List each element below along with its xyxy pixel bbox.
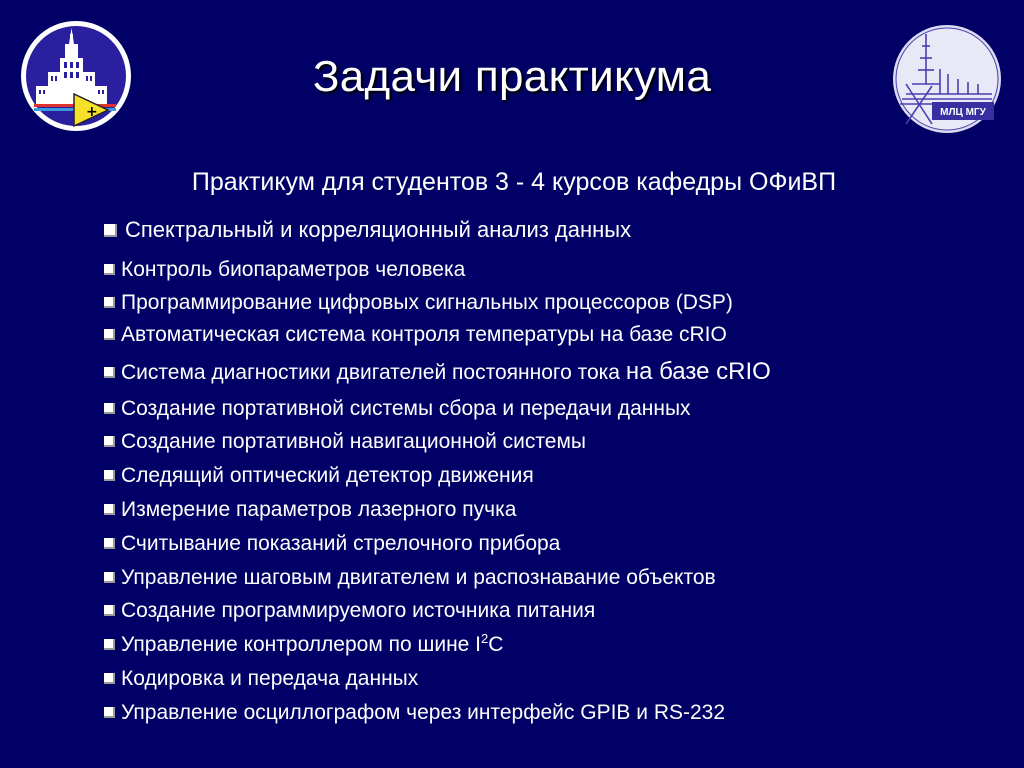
list-item-text: Создание портативной системы сбора и передачи данных	[121, 397, 691, 420]
checkbox-bullet-icon	[104, 224, 117, 237]
checkbox-bullet-icon	[104, 403, 115, 414]
list-item-text: Система диагностики двигателей постоянного тока	[121, 361, 626, 384]
checkbox-bullet-icon	[104, 436, 115, 447]
list-item-text: Создание портативной навигационной системы	[121, 430, 587, 453]
list-item-text: Управление осциллографом через интерфейс GPIB и RS-232	[121, 701, 726, 724]
list-item-text: Создание программируемого источника питания	[121, 599, 596, 622]
list-item	[104, 290, 733, 316]
list-item-text: Управление контроллером по шине I	[121, 633, 482, 656]
list-item-text: Контроль биопараметров человека	[121, 258, 466, 281]
slide-subtitle: Практикум для студентов 3 - 4 курсов кафедры ОФиВП	[191, 168, 837, 196]
mlc-msu-logo-text: МЛЦ МГУ	[940, 107, 986, 118]
list-item	[104, 632, 503, 658]
list-item	[104, 531, 560, 557]
list-item	[104, 700, 725, 726]
list-item-text: Следящий оптический детектор движения	[121, 464, 534, 487]
checkbox-bullet-icon	[104, 538, 115, 549]
slide-title: Задачи практикума	[312, 52, 712, 101]
list-item-text-large: на базе cRIO	[625, 358, 771, 385]
list-item-text: Измерение параметров лазерного пучка	[121, 498, 517, 521]
svg-text:+: +	[86, 104, 98, 120]
list-item-text-suffix: C	[488, 633, 504, 656]
list-item	[104, 497, 516, 523]
list-item	[104, 463, 534, 489]
checkbox-bullet-icon	[104, 605, 115, 616]
checkbox-bullet-icon	[104, 329, 115, 340]
checkbox-bullet-icon	[104, 639, 115, 650]
list-item-text: Управление шаговым двигателем и распознавание объектов	[121, 566, 716, 589]
list-item-text: Программирование цифровых сигнальных процессоров (DSP)	[121, 291, 733, 314]
list-item	[104, 666, 418, 692]
list-item-text: Автоматическая система контроля температуры на базе cRIO	[121, 323, 727, 346]
list-item	[104, 429, 586, 455]
checkbox-bullet-icon	[104, 297, 115, 308]
list-item-text: Спектральный и корреляционный анализ данных	[125, 217, 632, 242]
list-item	[104, 217, 631, 243]
checkbox-bullet-icon	[104, 504, 115, 515]
list-item	[104, 322, 727, 348]
list-item	[104, 396, 691, 422]
list-item	[104, 359, 771, 386]
checkbox-bullet-icon	[104, 264, 115, 275]
checkbox-bullet-icon	[104, 470, 115, 481]
checkbox-bullet-icon	[104, 572, 115, 583]
list-item-text: Кодировка и передача данных	[121, 667, 419, 690]
list-item	[104, 565, 716, 591]
list-item-text: Считывание показаний стрелочного прибора	[121, 532, 561, 555]
list-item	[104, 257, 465, 283]
list-item-superscript: 2	[481, 631, 489, 646]
checkbox-bullet-icon	[104, 673, 115, 684]
list-item	[104, 598, 595, 624]
checkbox-bullet-icon	[104, 707, 115, 718]
checkbox-bullet-icon	[104, 367, 115, 378]
